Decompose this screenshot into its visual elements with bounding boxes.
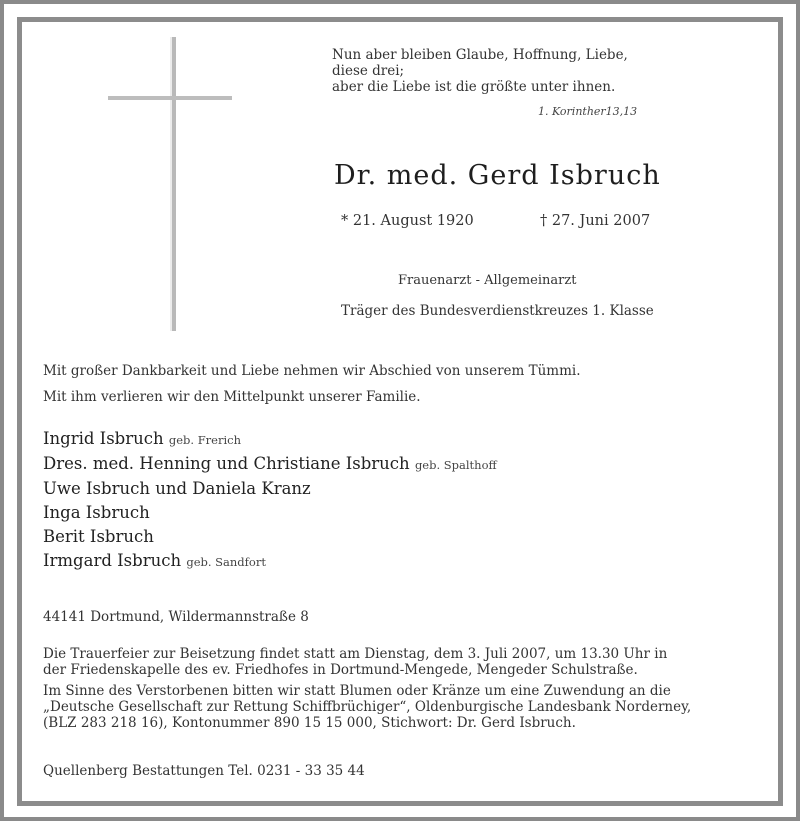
family-member: Inga Isbruch: [43, 503, 150, 522]
death-date: † 27. Juni 2007: [540, 213, 651, 229]
family-member: Dres. med. Henning und Christiane Isbruch geb. Spalthoff: [43, 454, 497, 473]
family-member: Berit Isbruch: [43, 527, 154, 546]
thanks-line: Mit großer Dankbarkeit und Liebe nehmen wir Abschied von unserem Tümmi.: [43, 363, 581, 379]
profession: Frauenarzt - Allgemeinarzt: [398, 273, 577, 288]
donation-request: Im Sinne des Verstorbenen bitten wir statt Blumen oder Kränze um eine Zuwendung an die „Deutsche Gesellschaft zur Rettung Schiffbrüchiger“, Oldenburgische Landesbank Norderney, (BLZ 283 218 16), Kontonummer 890 15 15 000, Stichwort: Dr. Gerd Isbruch.: [43, 683, 692, 731]
birth-date: * 21. August 1920: [341, 213, 474, 229]
bible-verse: [332, 47, 628, 95]
verse-line: aber die Liebe ist die größte unter ihnen.: [332, 79, 616, 95]
verse-line: Nun aber bleiben Glaube, Hoffnung, Liebe,: [332, 47, 628, 63]
family-member: Ingrid Isbruch geb. Frerich: [43, 429, 242, 448]
family-member: Uwe Isbruch und Daniela Kranz: [43, 479, 311, 498]
verse-line: diese drei;: [332, 63, 405, 79]
family-address: 44141 Dortmund, Wildermannstraße 8: [43, 609, 309, 625]
funeral-info: Die Trauerfeier zur Beisetzung findet statt am Dienstag, dem 3. Juli 2007, um 13.30 Uhr in der Friedenskapelle des ev. Friedhofes in Dortmund-Mengede, Mengeder Schulstraße.: [43, 646, 668, 678]
deceased-name: Dr. med. Gerd Isbruch: [334, 160, 661, 191]
maiden-name: geb. Frerich: [168, 433, 242, 447]
cross-horizontal-bar: [108, 96, 232, 100]
maiden-name: geb. Sandfort: [186, 555, 266, 569]
cross-vertical-bar: [170, 37, 176, 331]
honor: Träger des Bundesverdienstkreuzes 1. Klasse: [341, 303, 654, 319]
funeral-home: Quellenberg Bestattungen Tel. 0231 - 33 35 44: [43, 763, 365, 779]
thanks-line: Mit ihm verlieren wir den Mittelpunkt unserer Familie.: [43, 389, 421, 405]
family-list: [43, 427, 497, 574]
maiden-name: geb. Spalthoff: [414, 458, 497, 472]
family-member: Irmgard Isbruch geb. Sandfort: [43, 551, 266, 570]
verse-reference: 1. Korinther13,13: [538, 105, 638, 118]
